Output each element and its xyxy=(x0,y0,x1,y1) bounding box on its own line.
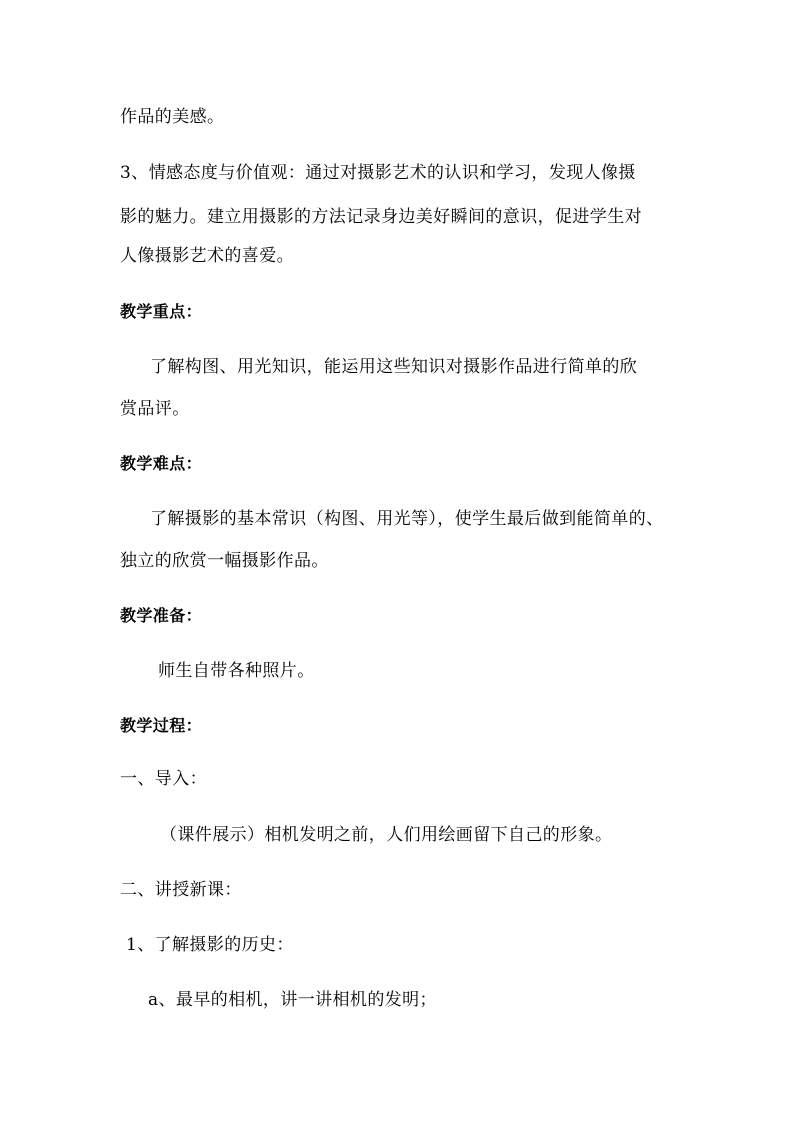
heading-teaching-focus: 教学重点： xyxy=(120,302,203,321)
text-line-focus-2: 赏品评。 xyxy=(120,399,190,419)
heading-teaching-difficulty: 教学难点： xyxy=(120,454,203,473)
heading-teaching-process: 教学过程： xyxy=(120,716,203,735)
text-line-emotion-goal-2: 影的魅力。建立用摄影的方法记录身边美好瞬间的意识，促进学生对 xyxy=(120,207,642,227)
text-line-intro: 一、导入： xyxy=(120,769,207,789)
text-line-focus: 了解构图、用光知识，能运用这些知识对摄影作品进行简单的欣 xyxy=(150,357,638,377)
text-line-history: 1、了解摄影的历史： xyxy=(126,935,294,955)
text-line-continuation: 作品的美感。 xyxy=(120,107,225,127)
text-line-first-camera: a、最早的相机，讲一讲相机的发明； xyxy=(148,990,437,1010)
text-line-intro-detail: （课件展示）相机发明之前，人们用绘画留下自己的形象。 xyxy=(160,825,613,845)
text-line-new-lesson: 二、讲授新课： xyxy=(120,880,242,900)
text-line-emotion-goal: 3、情感态度与价值观：通过对摄影艺术的认识和学习，发现人像摄 xyxy=(120,163,636,183)
heading-teaching-preparation: 教学准备： xyxy=(120,606,203,625)
text-line-difficulty: 了解摄影的基本常识（构图、用光等），使学生最后做到能简单的、 xyxy=(150,509,664,529)
text-line-difficulty-2: 独立的欣赏一幅摄影作品。 xyxy=(120,551,329,571)
text-line-emotion-goal-3: 人像摄影艺术的喜爱。 xyxy=(120,246,294,266)
text-line-preparation: 师生自带各种照片。 xyxy=(158,661,315,681)
